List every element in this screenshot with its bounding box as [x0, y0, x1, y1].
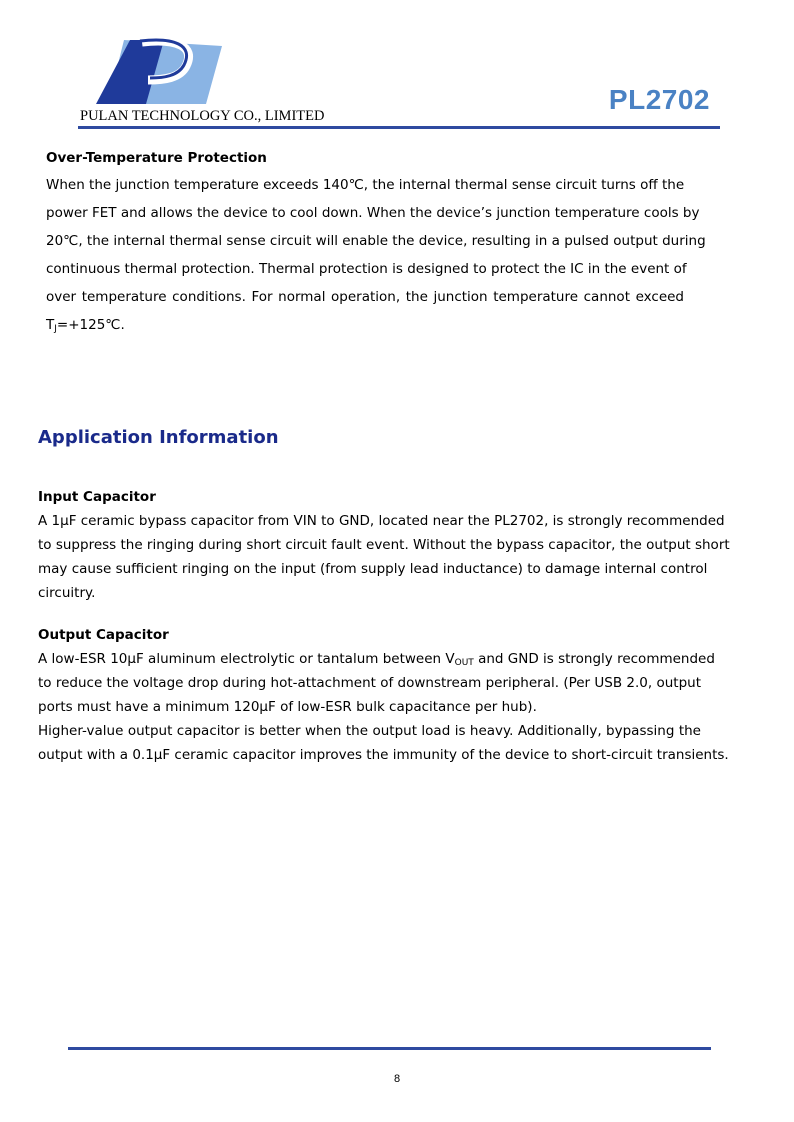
otp-paragraph [46, 171, 706, 339]
company-name: PULAN TECHNOLOGY CO., LIMITED [80, 108, 325, 124]
tj-subscript: J [54, 324, 57, 334]
output-cap-line: output with a 0.1μF ceramic capacitor improves the immunity of the device to short-circuit transients. [38, 747, 729, 763]
input-cap-line: circuitry. [38, 585, 96, 601]
pulan-logo-icon [94, 38, 222, 108]
header-divider [78, 126, 720, 129]
otp-line: When the junction temperature exceeds 140℃, the internal thermal sense circuit turns off the [46, 177, 685, 193]
page-number: 8 [393, 1073, 401, 1085]
output-capacitor-paragraph [38, 647, 729, 767]
otp-line: over temperature conditions. For normal operation, the junction temperature cannot exceed [46, 289, 684, 305]
footer-divider [68, 1047, 711, 1050]
input-cap-line: A 1μF ceramic bypass capacitor from VIN to GND, located near the PL2702, is strongly recommended [38, 513, 725, 529]
output-cap-line1-text: A low-ESR 10μF aluminum electrolytic or tantalum between V [38, 651, 455, 667]
otp-line: continuous thermal protection. Thermal protection is designed to protect the IC in the event of [46, 261, 687, 277]
output-cap-line: to reduce the voltage drop during hot-attachment of downstream peripheral. (Per USB 2.0, output [38, 675, 701, 691]
tj-symbol: T [46, 317, 55, 333]
otp-line: power FET and allows the device to cool down. When the device’s junction temperature cools by [46, 205, 700, 221]
tj-value: =+125℃. [56, 317, 125, 333]
output-cap-line [38, 647, 715, 671]
vout-subscript: OUT [454, 658, 474, 668]
otp-line-last [46, 311, 684, 339]
part-number: PL2702 [608, 84, 710, 115]
output-cap-line: ports must have a minimum 120μF of low-ESR bulk capacitance per hub). [38, 699, 537, 715]
otp-heading: Over-Temperature Protection [46, 150, 267, 166]
input-capacitor-heading: Input Capacitor [38, 489, 156, 505]
application-information-heading: Application Information [38, 427, 279, 448]
otp-line: 20℃, the internal thermal sense circuit will enable the device, resulting in a pulsed output during [46, 233, 706, 249]
input-cap-line: to suppress the ringing during short circuit fault event. Without the bypass capacitor, the output short [38, 537, 730, 553]
output-cap-line1-rest: and GND is strongly recommended [473, 651, 715, 667]
input-capacitor-paragraph [38, 509, 730, 605]
output-cap-line: Higher-value output capacitor is better when the output load is heavy. Additionally, bypassing the [38, 723, 701, 739]
output-capacitor-heading: Output Capacitor [38, 627, 169, 643]
input-cap-line: may cause sufficient ringing on the input (from supply lead inductance) to damage internal control [38, 561, 708, 577]
